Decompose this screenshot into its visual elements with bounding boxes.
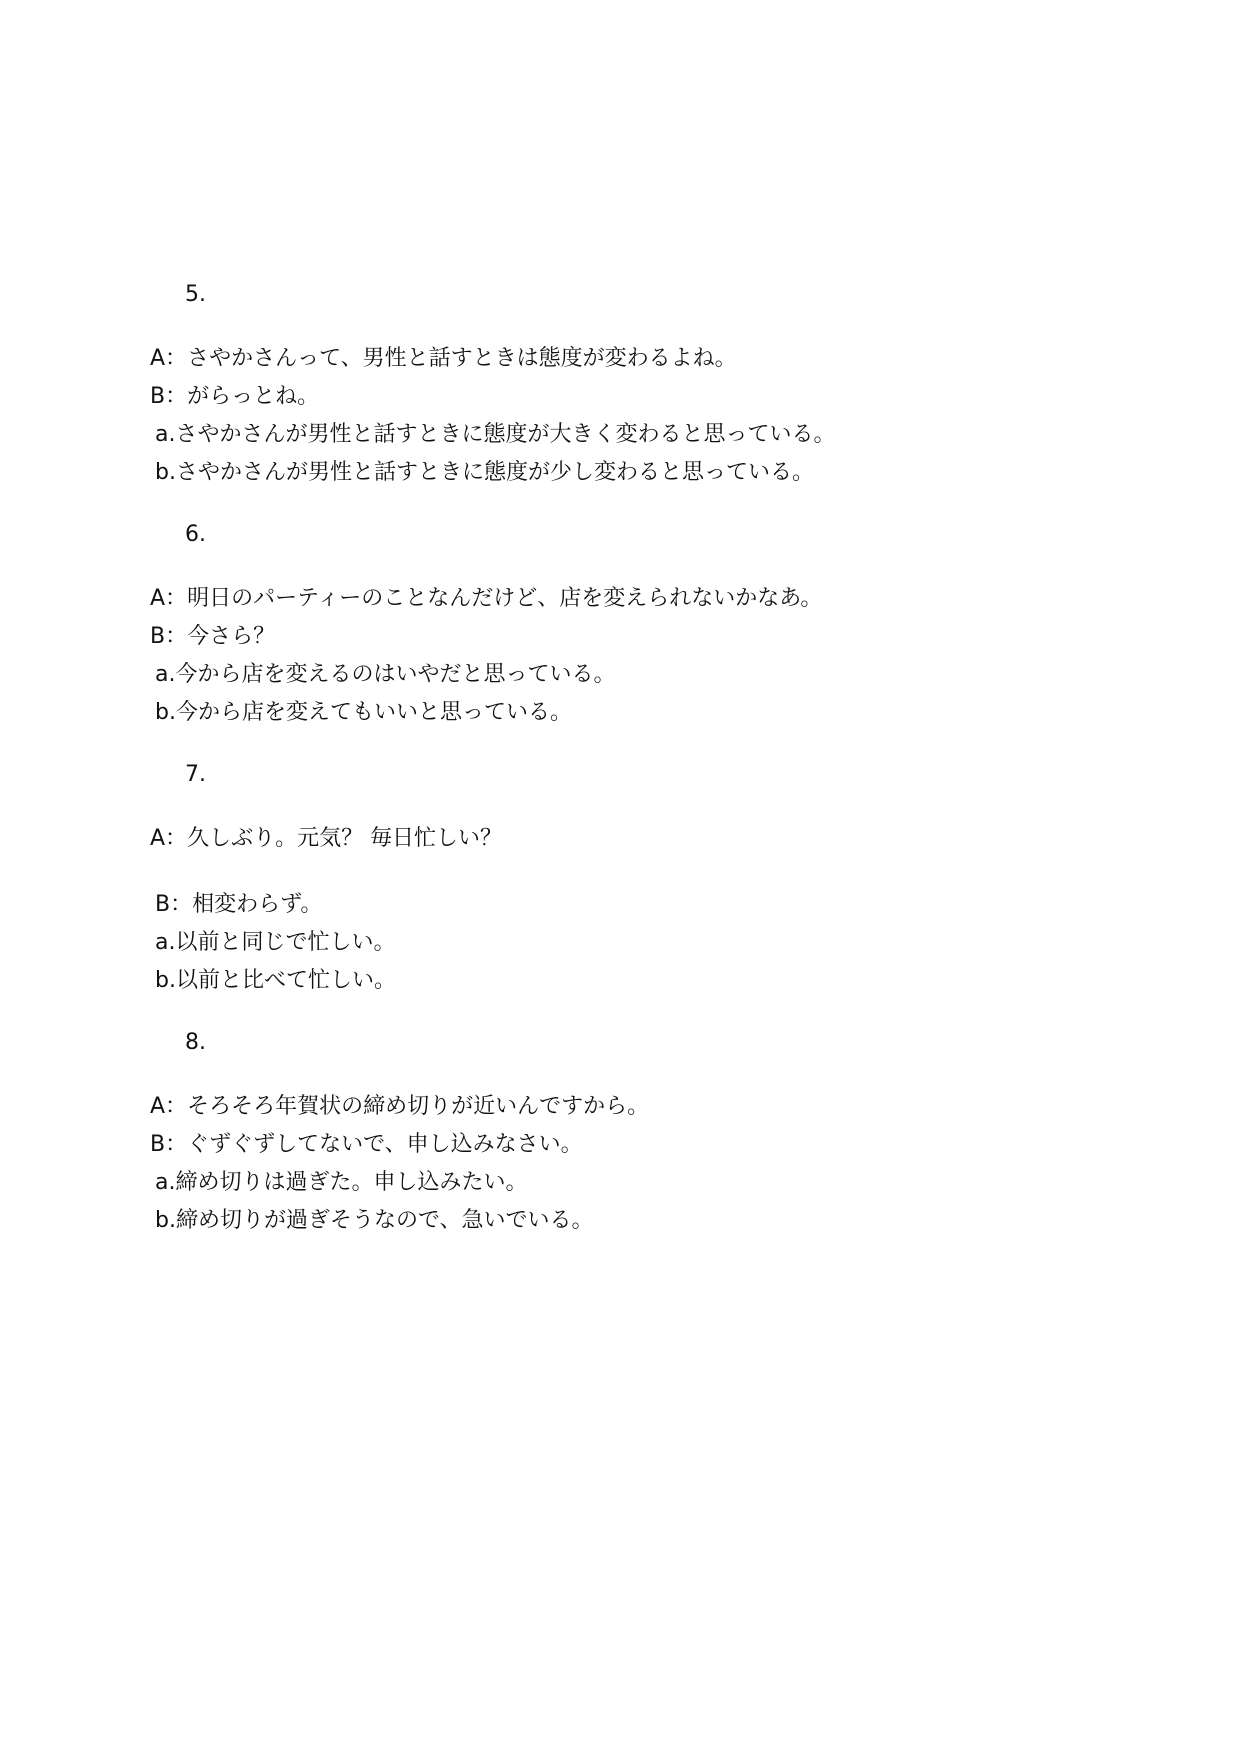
option-text: 締め切りが過ぎそうなので、急いでいる。	[175, 1208, 594, 1233]
question-number: 8.	[185, 1030, 206, 1055]
option-label: a.	[155, 422, 176, 447]
option-a	[155, 1169, 528, 1197]
option-label: b.	[155, 700, 176, 725]
option-a	[155, 421, 836, 449]
question-number: 6.	[185, 522, 206, 547]
speaker-label: B：	[150, 624, 188, 649]
dialogue-line-a	[150, 1093, 649, 1121]
dialogue-text: そろそろ年賀状の締め切りが近いんですから。	[187, 1094, 650, 1119]
question-number: 7.	[185, 762, 206, 787]
dialogue-line-a	[150, 825, 502, 853]
option-text: さやかさんが男性と話すときに態度が少し変わると思っている。	[175, 460, 814, 485]
dialogue-text: 今さら？	[187, 624, 276, 649]
dialogue-line-a	[150, 585, 822, 613]
option-a	[155, 661, 616, 689]
option-label: a.	[155, 662, 176, 687]
dialogue-line-b	[155, 891, 322, 919]
speaker-label: A：	[150, 826, 188, 851]
option-b	[155, 967, 396, 995]
question-number: 5.	[185, 282, 206, 307]
option-text: 以前と同じで忙しい。	[175, 930, 396, 955]
option-b	[155, 699, 572, 727]
dialogue-line-b	[150, 1131, 583, 1159]
option-text: 今から店を変えてもいいと思っている。	[175, 700, 572, 725]
option-label: b.	[155, 1208, 176, 1233]
dialogue-text: 明日のパーティーのことなんだけど、店を変えられないかなあ。	[187, 586, 823, 611]
option-text: 今から店を変えるのはいやだと思っている。	[175, 662, 616, 687]
speaker-label: A：	[150, 586, 188, 611]
speaker-label: A：	[150, 346, 188, 371]
option-a	[155, 929, 396, 957]
dialogue-text: さやかさんって、男性と話すときは態度が変わるよね。	[187, 346, 737, 371]
speaker-label: B：	[150, 1132, 188, 1157]
option-text: 締め切りは過ぎた。申し込みたい。	[175, 1170, 528, 1195]
dialogue-text: ぐずぐずしてないで、申し込みなさい。	[187, 1132, 583, 1157]
option-label: a.	[155, 1170, 176, 1195]
option-b	[155, 1207, 594, 1235]
dialogue-text: 久しぶり。元気？ 毎日忙しい？	[187, 826, 503, 851]
option-text: さやかさんが男性と話すときに態度が大きく変わると思っている。	[175, 422, 836, 447]
option-b	[155, 459, 814, 487]
dialogue-text: がらっとね。	[187, 384, 320, 409]
option-text: 以前と比べて忙しい。	[175, 968, 396, 993]
speaker-label: B：	[155, 892, 193, 917]
dialogue-line-b	[150, 623, 275, 651]
speaker-label: B：	[150, 384, 188, 409]
option-label: b.	[155, 968, 176, 993]
dialogue-line-b	[150, 383, 319, 411]
dialogue-text: 相変わらず。	[192, 892, 323, 917]
option-label: b.	[155, 460, 176, 485]
dialogue-line-a	[150, 345, 737, 373]
speaker-label: A：	[150, 1094, 188, 1119]
option-label: a.	[155, 930, 176, 955]
